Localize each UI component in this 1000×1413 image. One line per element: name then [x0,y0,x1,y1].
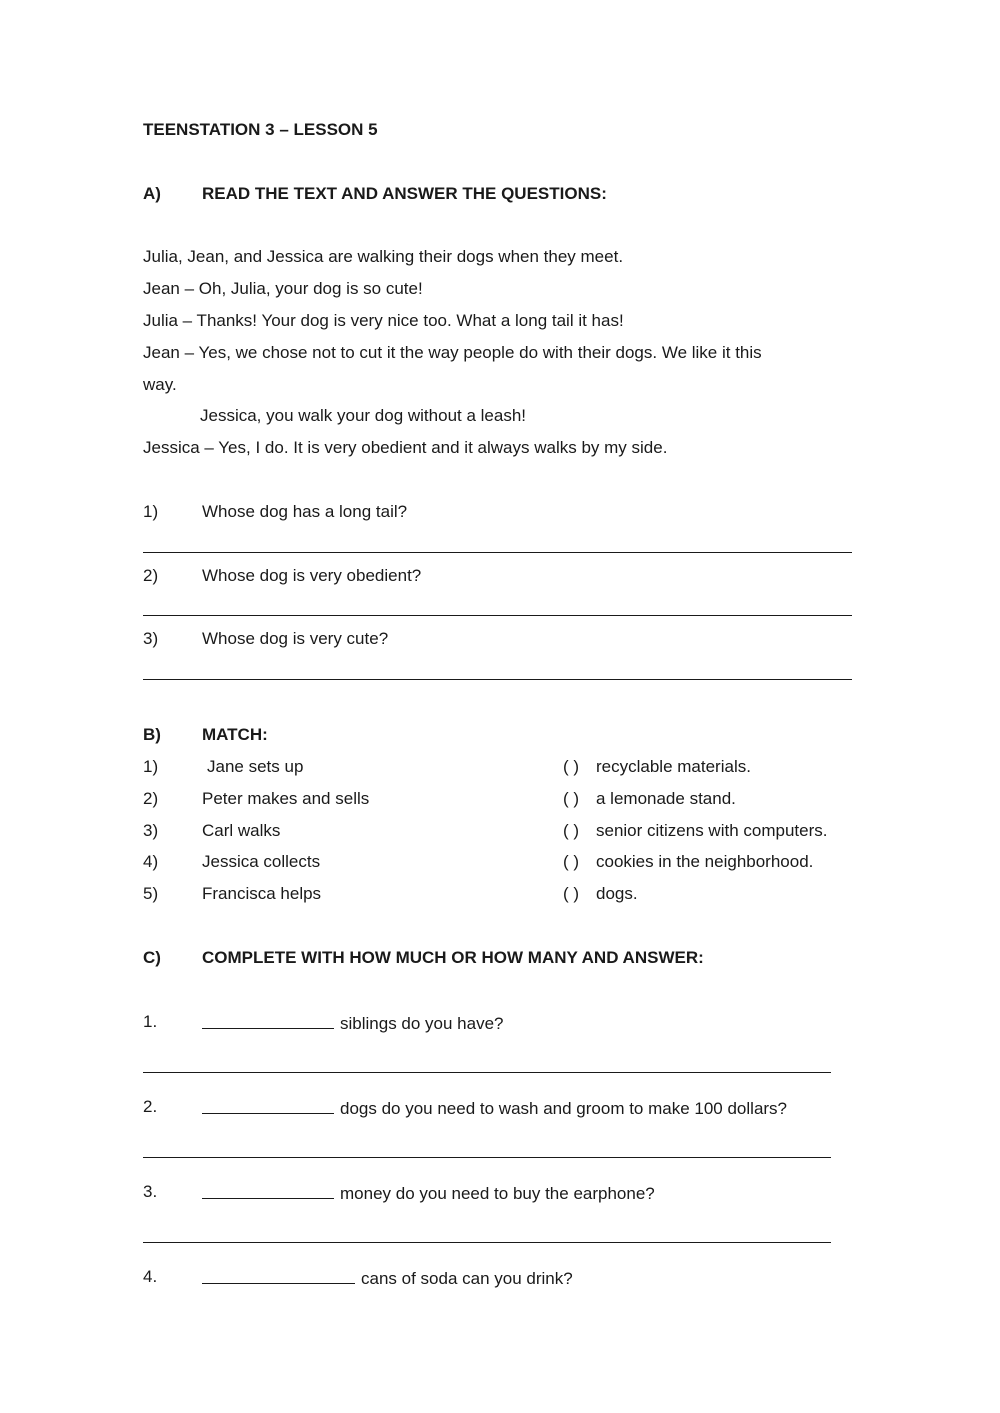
answer-line[interactable] [143,1242,831,1243]
answer-line[interactable] [143,552,852,553]
fill-in-blank[interactable] [202,1097,334,1114]
reading-line: Jessica, you walk your dog without a leash! [200,406,527,425]
match-left: Jane sets up [207,757,304,776]
item-number: 4. [143,1267,158,1286]
section-b-letter: B) [143,725,161,744]
item-text: cans of soda can you drink? [361,1269,573,1288]
match-right: recyclable materials. [596,757,751,776]
fill-in-item [202,1182,655,1204]
match-parenthesis[interactable]: ( ) [563,884,580,903]
match-right: cookies in the neighborhood. [596,852,814,871]
reading-line: Jean – Yes, we chose not to cut it the way people do with their dogs. We like it this [143,343,762,362]
match-right: senior citizens with computers. [596,821,828,840]
page-title: TEENSTATION 3 – LESSON 5 [143,120,378,139]
section-a-letter: A) [143,184,161,203]
question-text: Whose dog has a long tail? [202,502,408,521]
fill-in-blank[interactable] [202,1267,355,1284]
match-number: 4) [143,852,159,871]
question-number: 1) [143,502,159,521]
fill-in-item [202,1012,504,1034]
fill-in-item [202,1267,573,1289]
fill-in-blank[interactable] [202,1012,334,1029]
match-right: dogs. [596,884,638,903]
match-right: a lemonade stand. [596,789,736,808]
section-b-heading: MATCH: [202,725,268,744]
item-text: siblings do you have? [340,1014,504,1033]
fill-in-item [202,1097,787,1119]
answer-line[interactable] [143,615,852,616]
reading-line: way. [143,375,177,394]
match-left: Jessica collects [202,852,321,871]
match-parenthesis[interactable]: ( ) [563,757,580,776]
item-text: money do you need to buy the earphone? [340,1184,655,1203]
match-number: 5) [143,884,159,903]
item-number: 1. [143,1012,158,1031]
answer-line[interactable] [143,1072,831,1073]
answer-line[interactable] [143,1157,831,1158]
question-number: 2) [143,566,159,585]
match-number: 2) [143,789,159,808]
fill-in-blank[interactable] [202,1182,334,1199]
section-c-letter: C) [143,948,161,967]
item-number: 3. [143,1182,158,1201]
match-number: 1) [143,757,159,776]
reading-line: Julia, Jean, and Jessica are walking their dogs when they meet. [143,247,624,266]
match-left: Peter makes and sells [202,789,370,808]
item-number: 2. [143,1097,158,1116]
answer-line[interactable] [143,679,852,680]
match-left: Carl walks [202,821,281,840]
question-text: Whose dog is very cute? [202,629,389,648]
reading-line: Jessica – Yes, I do. It is very obedient and it always walks by my side. [143,438,668,457]
question-number: 3) [143,629,159,648]
reading-line: Julia – Thanks! Your dog is very nice too. What a long tail it has! [143,311,624,330]
section-a-heading: READ THE TEXT AND ANSWER THE QUESTIONS: [202,184,607,203]
match-left: Francisca helps [202,884,322,903]
question-text: Whose dog is very obedient? [202,566,422,585]
match-parenthesis[interactable]: ( ) [563,821,580,840]
match-parenthesis[interactable]: ( ) [563,852,580,871]
match-parenthesis[interactable]: ( ) [563,789,580,808]
item-text: dogs do you need to wash and groom to make 100 dollars? [340,1099,788,1118]
section-c-heading: COMPLETE WITH HOW MUCH OR HOW MANY AND ANSWER: [202,948,704,967]
reading-line: Jean – Oh, Julia, your dog is so cute! [143,279,423,298]
match-number: 3) [143,821,159,840]
